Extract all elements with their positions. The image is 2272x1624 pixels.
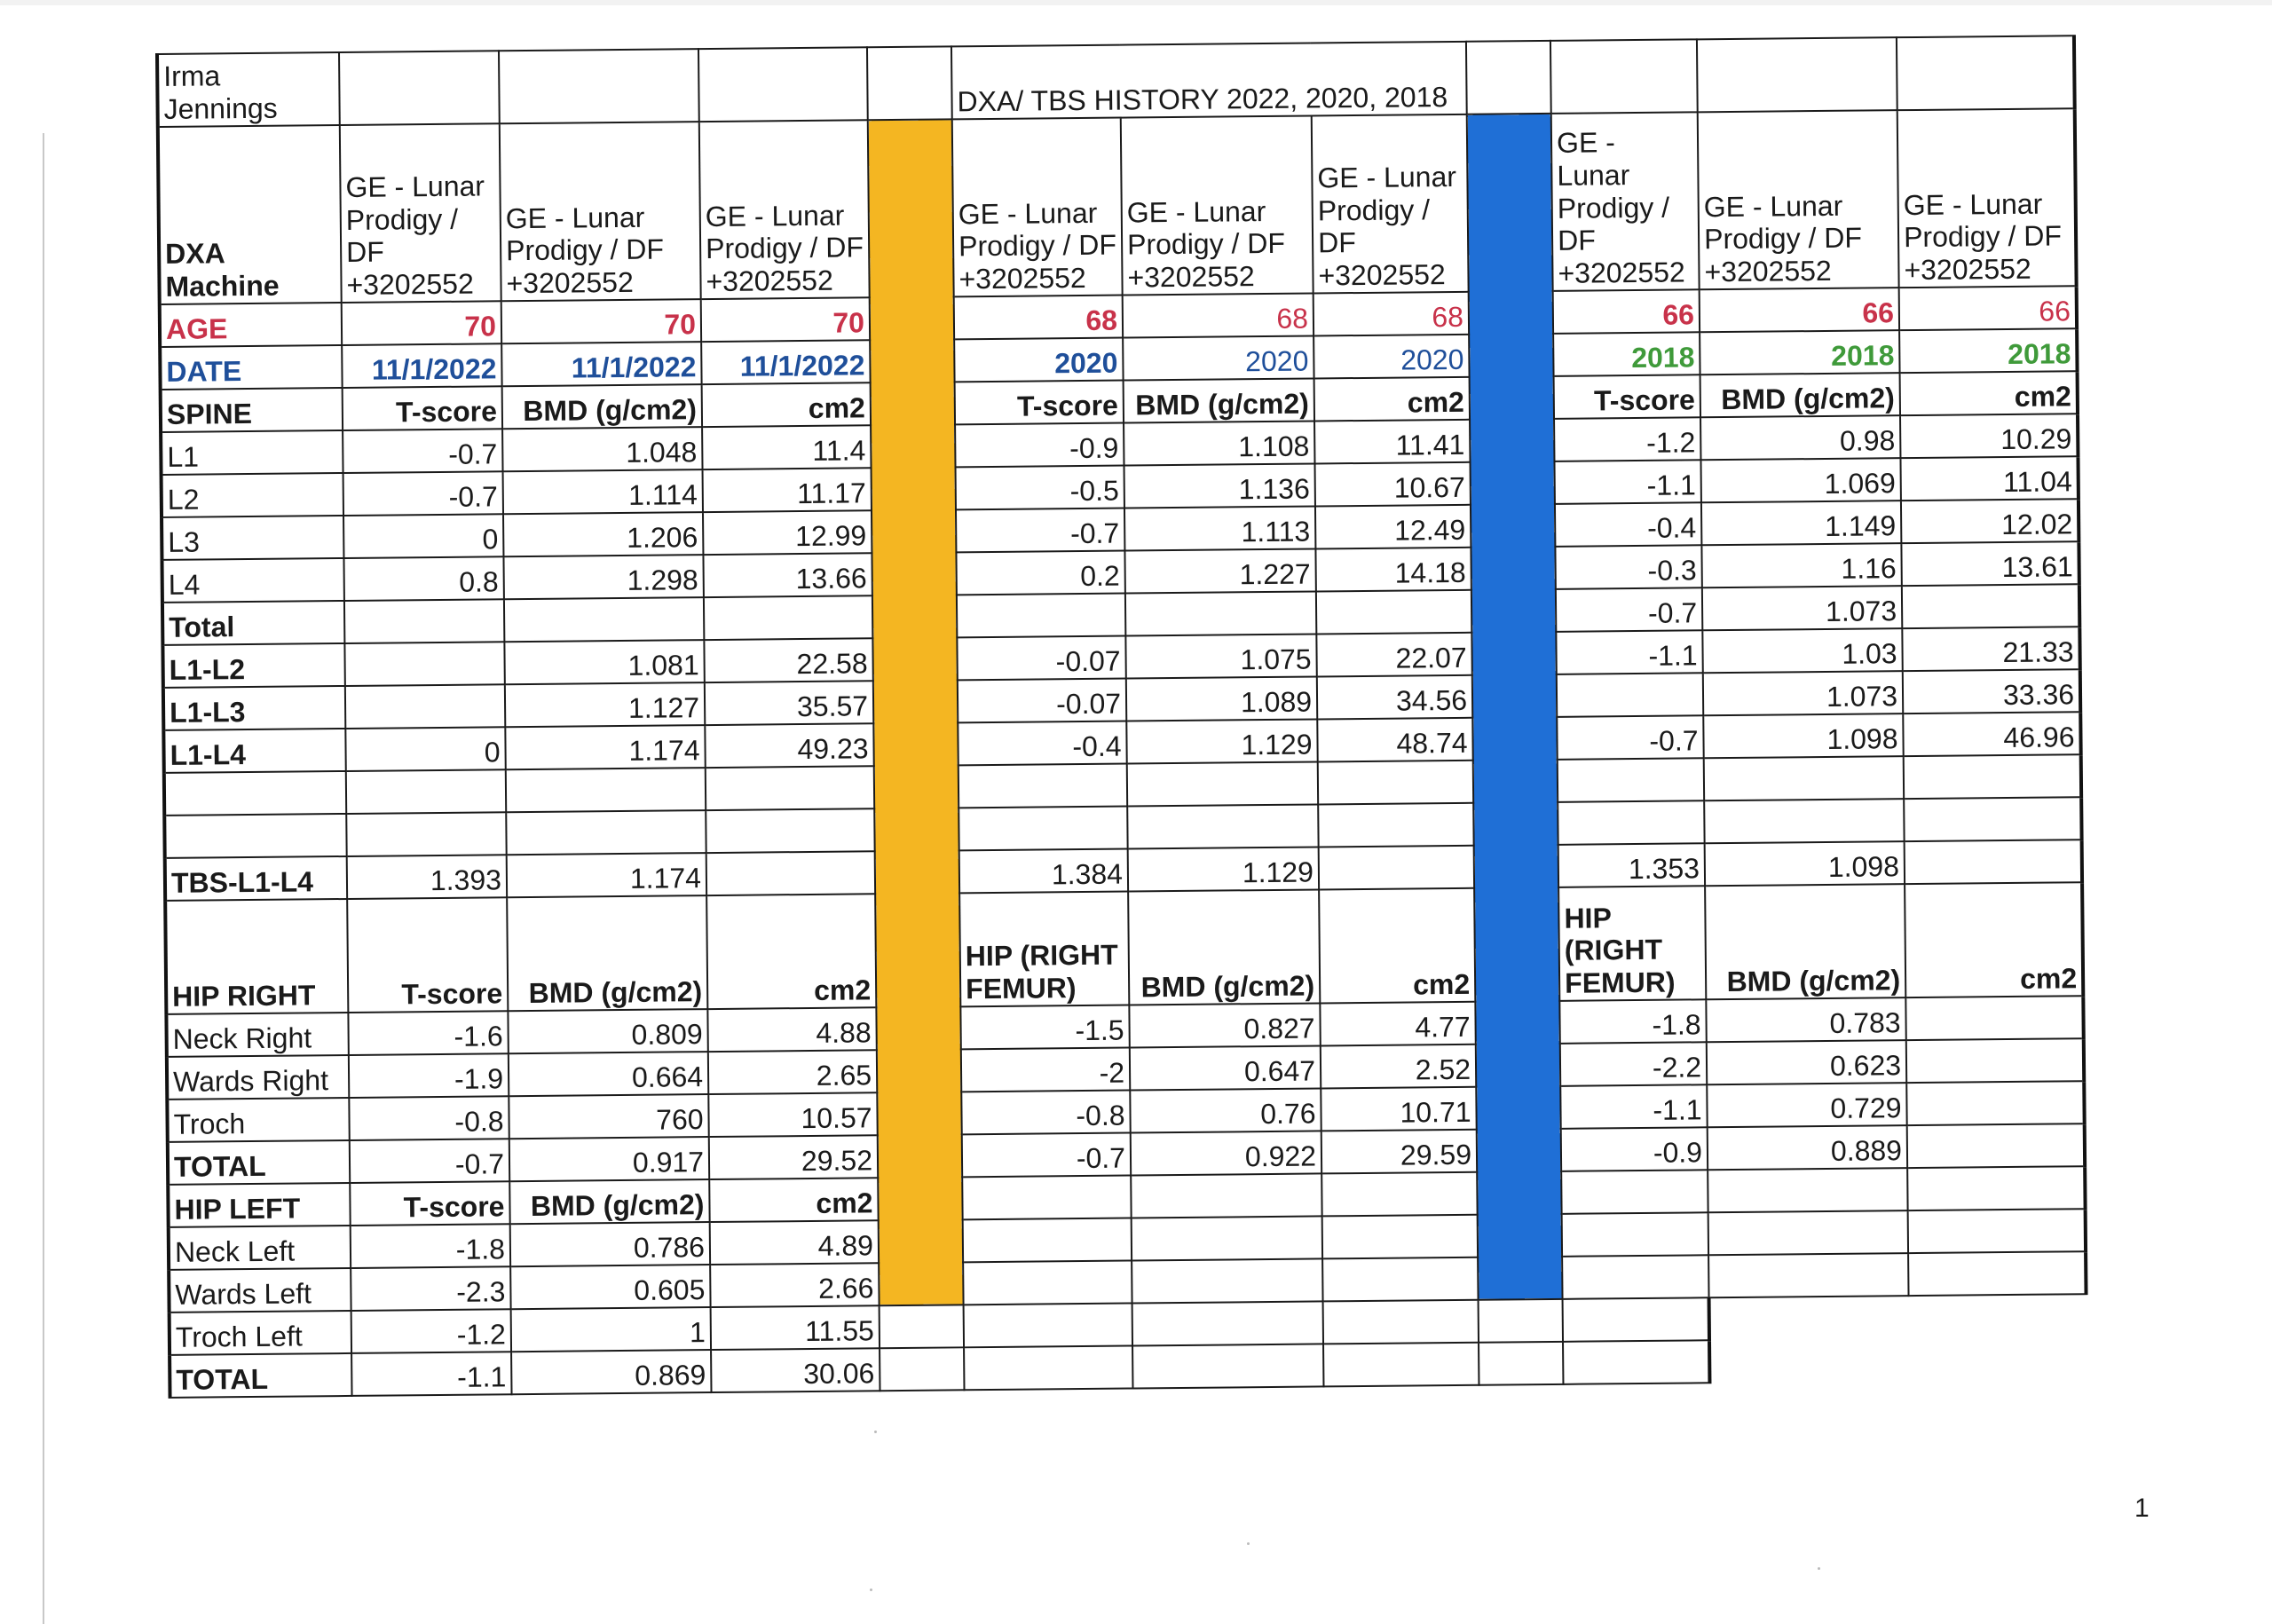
table-cell: 0.827 <box>1129 1003 1320 1047</box>
date-value: 2020 <box>1314 335 1469 379</box>
blank-cell <box>1562 1212 1708 1257</box>
machine-2018-cm2: GE - Lunar Prodigy / DF +3202552 <box>1897 108 2077 288</box>
blank-cell <box>1908 1209 2086 1253</box>
table-cell <box>1316 590 1471 635</box>
column-header: BMD (g/cm2) <box>1700 373 1900 417</box>
separator-yellow <box>868 119 964 1305</box>
table-cell: 0.889 <box>1708 1125 1907 1170</box>
row-label: L3 <box>162 516 343 560</box>
table-cell <box>1905 840 2082 884</box>
blank-cell <box>963 1261 1132 1305</box>
table-cell: -1.1 <box>1555 460 1701 504</box>
table-cell: 12.99 <box>703 510 872 555</box>
table-cell: -0.4 <box>958 721 1126 766</box>
table-cell: 12.02 <box>1901 499 2079 543</box>
row-label: L2 <box>162 473 343 517</box>
table-cell: 33.36 <box>1903 669 2080 713</box>
table-cell: 1.227 <box>1124 548 1315 593</box>
date-value: 11/1/2022 <box>501 342 701 386</box>
table-cell <box>1905 996 2083 1040</box>
table-cell: 0.786 <box>510 1222 710 1266</box>
blank-cell <box>1708 1168 1907 1212</box>
blank-cell <box>1323 1343 1479 1387</box>
row-label: Neck Right <box>166 1013 348 1057</box>
table-cell: 1.149 <box>1701 501 1901 545</box>
blank-cell <box>958 764 1127 808</box>
blank-cell <box>506 810 706 855</box>
blank-cell <box>1322 1257 1478 1302</box>
table-cell: 2.65 <box>708 1050 877 1094</box>
age-value: 66 <box>1700 288 1899 332</box>
blank-cell <box>1697 37 1897 112</box>
table-cell: 0.664 <box>509 1052 708 1096</box>
table-cell: -1.5 <box>960 1005 1129 1050</box>
table-cell: 0.605 <box>510 1265 710 1309</box>
blank-cell <box>1318 803 1473 847</box>
table-cell: -0.4 <box>1555 502 1701 547</box>
table-cell: -0.7 <box>343 429 502 473</box>
row-label: Wards Right <box>167 1055 349 1100</box>
table-cell: -1.8 <box>351 1224 510 1268</box>
table-cell: 1.098 <box>1703 713 1903 758</box>
table-cell: -0.07 <box>957 636 1125 681</box>
column-header: cm2 <box>709 1178 878 1222</box>
patient-name: Irma Jennings <box>157 52 340 127</box>
table-cell: 12.49 <box>1315 505 1471 549</box>
table-cell: 1.075 <box>1125 634 1316 678</box>
blank-cell <box>164 814 346 858</box>
table-cell: 10.57 <box>708 1092 877 1137</box>
table-cell: -0.9 <box>1561 1127 1708 1171</box>
table-cell: -1.8 <box>1559 999 1706 1044</box>
blank-cell <box>1127 804 1318 848</box>
blank-cell <box>1562 1255 1708 1299</box>
table-cell <box>344 642 504 686</box>
row-label: L4 <box>162 558 343 603</box>
machine-2022-cm2: GE - Lunar Prodigy / DF +3202552 <box>699 120 870 299</box>
table-cell: 11.04 <box>1901 456 2079 501</box>
table-cell <box>1906 1038 2084 1083</box>
scan-speck <box>1818 1567 1820 1570</box>
table-cell: 1.073 <box>1702 586 1902 630</box>
table-cell: 10.71 <box>1321 1087 1476 1131</box>
table-cell: 10.29 <box>1900 414 2078 458</box>
table-cell: 13.66 <box>703 553 872 597</box>
table-cell: -1.1 <box>1556 630 1702 674</box>
column-header: T-score <box>350 1181 509 1226</box>
scan-speck <box>1247 1542 1250 1545</box>
table-cell: 1.384 <box>959 849 1128 894</box>
row-label: TOTAL <box>168 1140 350 1185</box>
separator-blue <box>1467 114 1563 1300</box>
column-header: BMD (g/cm2) <box>507 895 707 1011</box>
blank-cell <box>1132 1258 1322 1303</box>
blank-cell <box>1550 39 1698 114</box>
date-value: 11/1/2022 <box>701 340 870 384</box>
column-header: BMD (g/cm2) <box>502 384 702 429</box>
row-label: Total <box>162 601 344 645</box>
table-cell: -0.7 <box>343 471 503 516</box>
blank-cell <box>1907 1166 2085 1210</box>
table-cell: 13.61 <box>1901 541 2079 586</box>
table-cell: 22.58 <box>704 638 872 682</box>
table-cell: -0.7 <box>1557 715 1703 760</box>
table-cell: 0 <box>343 514 503 558</box>
column-header: BMD (g/cm2) <box>1705 884 1905 999</box>
table-cell: 34.56 <box>1317 675 1472 720</box>
table-cell <box>1125 591 1316 635</box>
table-cell: -0.7 <box>350 1139 509 1183</box>
blank-cell <box>164 771 346 816</box>
table-cell: -0.7 <box>956 508 1124 553</box>
row-label: Neck Left <box>169 1226 351 1270</box>
table-cell <box>704 595 872 640</box>
table-cell: 1.127 <box>505 682 705 727</box>
row-label: Troch <box>167 1098 349 1142</box>
table-cell: -0.8 <box>961 1091 1130 1135</box>
spine-label: SPINE <box>161 388 343 432</box>
table-cell: 1.174 <box>507 853 706 897</box>
table-cell <box>345 684 505 729</box>
hip-right-header-row <box>165 882 2083 1014</box>
table-cell: 29.52 <box>709 1135 878 1179</box>
blank-cell <box>1321 1172 1477 1217</box>
blank-cell <box>1318 761 1473 805</box>
table-cell: 4.89 <box>710 1220 879 1265</box>
blank-cell <box>1704 756 1904 800</box>
blank-cell <box>964 1304 1132 1348</box>
blank-cell <box>346 812 506 856</box>
table-cell <box>1907 1123 2085 1168</box>
table-cell: 1.073 <box>1703 671 1903 715</box>
blank-cell <box>1563 1297 1709 1342</box>
table-cell: 46.96 <box>1903 712 2080 756</box>
age-value: 66 <box>1553 289 1700 334</box>
blank-cell <box>1904 797 2081 841</box>
sheet-title: DXA/ TBS HISTORY 2022, 2020, 2018 <box>951 42 1467 120</box>
column-header: BMD (g/cm2) <box>509 1179 709 1224</box>
blank-cell <box>1132 1344 1323 1388</box>
row-label: L1-L2 <box>162 643 344 688</box>
table-cell: 0.783 <box>1706 997 1905 1042</box>
blank-cell <box>1127 761 1318 806</box>
table-cell: 4.77 <box>1320 1002 1475 1046</box>
table-cell: -0.8 <box>349 1096 509 1140</box>
blank-cell <box>964 1345 1132 1390</box>
date-value: 2018 <box>1553 332 1700 376</box>
blank-cell <box>1131 1173 1321 1218</box>
blank-cell <box>1708 1210 1908 1255</box>
machine-2022-bmd: GE - Lunar Prodigy / DF +3202552 <box>500 122 701 301</box>
table-cell: 29.59 <box>1321 1130 1477 1174</box>
machine-2022-tscore: GE - Lunar Prodigy / DF +3202552 <box>340 123 501 303</box>
row-label: Wards Left <box>169 1268 351 1313</box>
column-header: T-score <box>347 897 508 1013</box>
machine-2020-cm2: GE - Lunar Prodigy / DF +3202552 <box>1312 114 1469 294</box>
table-cell: 1.129 <box>1126 719 1317 763</box>
age-value: 70 <box>501 299 701 343</box>
table-cell: 4.88 <box>707 1007 876 1052</box>
blank-cell <box>963 1218 1132 1263</box>
date-value: 2020 <box>954 338 1123 382</box>
blank-cell <box>880 1347 964 1391</box>
table-cell: 2.52 <box>1321 1045 1476 1089</box>
table-cell: 11.41 <box>1314 420 1470 464</box>
table-cell: -0.5 <box>956 466 1124 510</box>
table-cell: 1.136 <box>1124 463 1315 508</box>
table-cell: -2.2 <box>1560 1042 1707 1086</box>
table-cell <box>344 599 504 643</box>
row-label: TOTAL <box>170 1353 351 1398</box>
hip-right-label: HIP RIGHT <box>165 899 348 1014</box>
table-cell: 2.66 <box>710 1263 879 1307</box>
age-value: 68 <box>1123 293 1314 337</box>
blank-cell <box>880 1305 964 1348</box>
table-cell: 1.174 <box>505 725 705 769</box>
row-label: Troch Left <box>170 1311 351 1355</box>
age-value: 70 <box>701 297 870 342</box>
table-cell: 11.55 <box>711 1305 880 1350</box>
row-label: L1-L4 <box>163 729 345 773</box>
blank-cell <box>867 46 952 120</box>
column-header: T-score <box>343 386 502 430</box>
table-cell: 11.4 <box>702 425 871 469</box>
scan-speck <box>870 1589 872 1591</box>
row-label: L1 <box>161 430 343 475</box>
column-header: BMD (g/cm2) <box>1124 378 1314 422</box>
table-cell: 22.07 <box>1316 633 1471 677</box>
table-cell: -1.6 <box>348 1011 508 1055</box>
table-cell: 0.869 <box>511 1350 711 1394</box>
table-cell: 21.33 <box>1902 627 2079 671</box>
table-cell <box>1902 584 2079 628</box>
machine-2020-tscore: GE - Lunar Prodigy / DF +3202552 <box>952 118 1123 297</box>
table-cell: 14.18 <box>1315 548 1471 592</box>
table-cell: 760 <box>509 1094 708 1139</box>
blank-cell <box>499 49 699 123</box>
blank-cell <box>1563 1340 1709 1384</box>
column-header: cm2 <box>1900 371 2078 415</box>
table-cell: 49.23 <box>705 723 873 768</box>
column-header: T-score <box>955 381 1124 425</box>
column-header: cm2 <box>1319 888 1475 1004</box>
table-cell: 1.353 <box>1558 843 1705 887</box>
blank-cell <box>339 51 500 125</box>
table-cell: 1.206 <box>503 512 703 556</box>
blank-cell <box>1132 1216 1322 1260</box>
table-cell <box>957 594 1125 638</box>
table-cell: -0.7 <box>1556 587 1702 632</box>
column-header: cm2 <box>702 382 871 427</box>
age-value: 68 <box>1314 292 1469 336</box>
table-cell: -2 <box>961 1048 1130 1092</box>
table-cell: 1.081 <box>504 640 704 684</box>
blank-cell <box>1704 799 1904 843</box>
machine-2020-bmd: GE - Lunar Prodigy / DF +3202552 <box>1121 115 1314 295</box>
hip-left-label: HIP LEFT <box>168 1183 350 1227</box>
table-cell: 1.393 <box>347 855 507 899</box>
table-cell: 1.114 <box>503 469 703 514</box>
table-cell: 0.8 <box>343 556 503 601</box>
blank-cell <box>1322 1215 1478 1259</box>
blank-cell <box>1904 754 2081 799</box>
table-cell: 1 <box>511 1307 711 1352</box>
table-cell: 1.16 <box>1701 543 1901 587</box>
machine-2018-tscore: GE - Lunar Prodigy / DF +3202552 <box>1551 112 1700 291</box>
blank-cell <box>1558 800 1704 845</box>
table-cell: -2.3 <box>351 1266 510 1311</box>
blank-cell <box>1708 1253 1908 1297</box>
age-value: 66 <box>1899 286 2077 330</box>
table-cell <box>706 851 875 895</box>
dxa-history-sheet <box>155 35 2085 1402</box>
blank-cell <box>706 808 874 853</box>
table-cell: 1.069 <box>1701 458 1901 502</box>
blank-cell <box>958 807 1127 851</box>
blank-cell <box>506 768 706 812</box>
date-value: 2020 <box>1123 335 1314 380</box>
age-value: 68 <box>954 296 1123 340</box>
machine-2018-bmd: GE - Lunar Prodigy / DF +3202552 <box>1698 110 1899 289</box>
blank-cell <box>1479 1299 1563 1343</box>
column-header: cm2 <box>1314 377 1470 422</box>
scan-left-edge <box>43 133 44 1624</box>
column-header: cm2 <box>1905 882 2083 997</box>
blank-cell <box>698 47 868 122</box>
table-cell: 1.113 <box>1124 506 1315 550</box>
hip-right-femur-label: HIP (RIGHT FEMUR) <box>959 892 1129 1007</box>
machine-row <box>158 108 2077 304</box>
table-cell: 0.623 <box>1707 1040 1906 1084</box>
blank-cell <box>706 766 874 810</box>
hip-right-femur-label: HIP (RIGHT FEMUR) <box>1558 886 1706 1001</box>
blank-cell <box>1466 41 1551 114</box>
table-cell: 30.06 <box>711 1348 880 1392</box>
scan-speck <box>874 1431 877 1433</box>
table-cell: 0.647 <box>1130 1045 1321 1090</box>
row-label: L1-L3 <box>163 686 345 730</box>
table-cell <box>1906 1081 2084 1125</box>
table-cell <box>1319 846 1474 890</box>
table-cell: 48.74 <box>1317 718 1472 762</box>
table-cell: 1.048 <box>502 427 702 471</box>
age-label: AGE <box>160 303 342 347</box>
table-cell: 0 <box>345 727 505 771</box>
table-cell: 0.76 <box>1130 1088 1321 1132</box>
table-cell: -0.7 <box>962 1133 1131 1178</box>
scan-top-edge <box>0 0 2272 5</box>
table-cell: 1.298 <box>503 555 703 599</box>
blank-cell <box>1908 1251 2086 1296</box>
date-value: 11/1/2022 <box>342 343 501 388</box>
table-cell <box>1557 673 1703 717</box>
blank-cell <box>1479 1342 1563 1385</box>
table-cell: 0.2 <box>956 551 1124 595</box>
table-cell: 0.809 <box>508 1009 707 1053</box>
table-cell: 1.089 <box>1126 676 1317 721</box>
page-number: 1 <box>2134 1494 2150 1523</box>
age-value: 70 <box>342 301 501 345</box>
blank-cell <box>1323 1300 1479 1344</box>
blank-cell <box>1558 758 1704 802</box>
table-cell: 35.57 <box>705 681 873 725</box>
blank-cell <box>962 1176 1131 1220</box>
table-cell: 0.922 <box>1131 1131 1321 1175</box>
date-value: 2018 <box>1899 328 2077 373</box>
row-label: TBS-L1-L4 <box>165 856 347 901</box>
table-cell: 0.729 <box>1707 1083 1906 1127</box>
blank-cell <box>1897 35 2075 110</box>
dxa-history-table <box>155 35 2088 1399</box>
column-header: T-score <box>1554 374 1700 419</box>
table-cell: 11.17 <box>703 468 872 512</box>
table-cell: 1.03 <box>1702 628 1902 673</box>
table-cell: 10.67 <box>1314 462 1470 507</box>
column-header: cm2 <box>706 894 876 1009</box>
table-cell: -0.07 <box>958 679 1126 723</box>
table-cell: 1.098 <box>1705 841 1905 886</box>
table-cell <box>504 597 704 642</box>
blank-cell <box>1561 1170 1708 1214</box>
table-cell: -1.2 <box>1554 417 1700 461</box>
blank-cell <box>1132 1301 1323 1345</box>
table-cell: 1.129 <box>1128 847 1319 891</box>
table-cell: 0.917 <box>509 1137 709 1181</box>
table-cell: -1.9 <box>349 1053 509 1098</box>
table-cell: -1.1 <box>351 1352 511 1396</box>
machine-label: DXA Machine <box>158 125 342 304</box>
table-cell: 0.98 <box>1700 415 1900 460</box>
table-cell: 1.108 <box>1124 421 1314 465</box>
table-cell: -0.9 <box>955 423 1124 468</box>
date-value: 2018 <box>1700 330 1899 374</box>
date-label: DATE <box>160 345 342 390</box>
column-header: BMD (g/cm2) <box>1128 889 1320 1005</box>
table-cell: -1.1 <box>1560 1084 1707 1129</box>
blank-cell <box>346 769 506 814</box>
table-cell: -0.3 <box>1555 545 1701 589</box>
table-cell: -1.2 <box>351 1309 511 1353</box>
